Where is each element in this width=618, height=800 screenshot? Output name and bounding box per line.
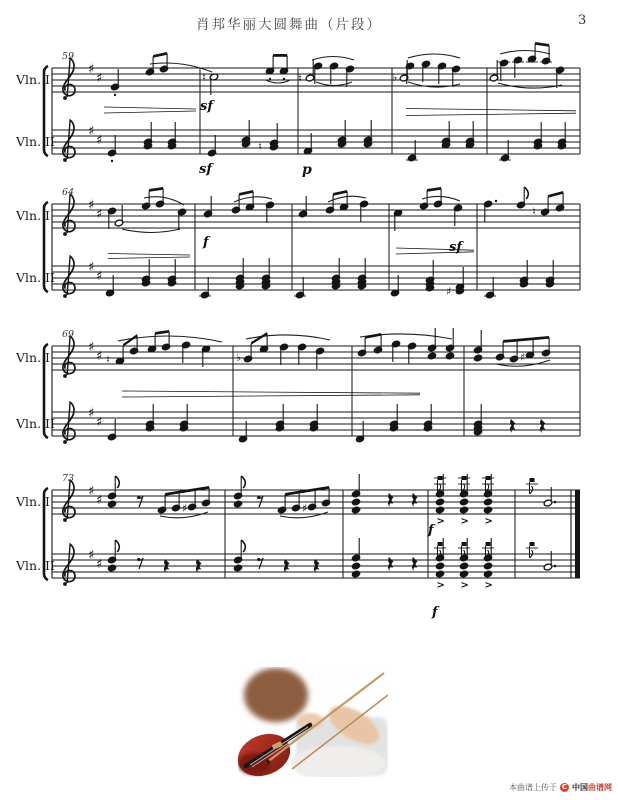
notehead: [435, 498, 444, 506]
staccato-dot: [269, 78, 271, 80]
hair-shape: [244, 668, 308, 722]
page-number: 3: [578, 13, 587, 28]
site-name-suffix: 曲谱网: [588, 783, 612, 792]
slur: [122, 229, 180, 233]
instrument-label: Vln. II: [16, 270, 55, 285]
hairpin-wedge: [104, 111, 196, 113]
eighth-flag: [241, 476, 245, 488]
natural-icon: ♮: [202, 71, 206, 84]
hairpin-wedge: [122, 391, 420, 393]
dynamic-marking-sf: sf: [449, 240, 462, 255]
hairpin-wedge: [108, 257, 190, 259]
slur: [408, 54, 460, 58]
beam: [285, 486, 329, 496]
notehead: [459, 570, 468, 578]
quarter-rest-icon: [510, 419, 516, 433]
accent-icon: >: [484, 580, 493, 591]
small-note-head: [486, 476, 491, 480]
small-note-head: [530, 542, 535, 546]
quarter-rest-icon: [388, 493, 394, 507]
dynamic-marking-p: p: [302, 162, 312, 178]
key-signature-sharp-icon: ♯: [96, 207, 103, 222]
sharp-icon: ♯: [182, 502, 188, 515]
staccato-dot: [114, 94, 116, 96]
sharp-icon: ♯: [520, 351, 526, 364]
small-note-head: [438, 542, 443, 546]
measure-number: 64: [62, 187, 75, 198]
final-barline: [575, 490, 580, 578]
dynamic-marking-sf: sf: [199, 162, 212, 177]
augmentation-dot: [554, 565, 557, 568]
hairpin-wedge: [122, 395, 420, 397]
key-signature-sharp-icon: ♯: [96, 493, 103, 508]
watermark: [509, 782, 612, 793]
beam: [427, 187, 441, 192]
notehead: [435, 562, 444, 570]
notehead: [351, 562, 360, 570]
notehead: [233, 564, 242, 572]
quarter-rest-icon: [540, 419, 546, 433]
beam: [239, 190, 253, 196]
key-signature-sharp-icon: ♯: [96, 269, 103, 284]
instrument-label: Vln. II: [16, 558, 55, 573]
hairpin-wedge: [104, 107, 196, 109]
beam: [149, 187, 163, 192]
key-signature-sharp-icon: ♯: [88, 124, 95, 139]
treble-clef-icon: [63, 440, 67, 444]
small-note-head: [438, 476, 443, 480]
notehead: [351, 498, 360, 506]
accent-icon: >: [436, 580, 445, 591]
notehead: [427, 352, 436, 360]
hairpin-wedge: [396, 252, 474, 254]
beam: [503, 336, 549, 343]
beam: [548, 191, 563, 198]
eighth-flag: [115, 540, 119, 552]
dynamic-marking-f: f: [428, 523, 434, 538]
hairpin-wedge: [108, 254, 190, 256]
accent-icon: >: [460, 580, 469, 591]
beam: [123, 334, 137, 347]
instrument-label: Vln. I: [16, 208, 50, 223]
augmentation-dot: [554, 501, 557, 504]
key-signature-sharp-icon: ♯: [96, 133, 103, 148]
key-signature-sharp-icon: ♯: [96, 415, 103, 430]
staccato-dot: [283, 78, 285, 80]
beam: [273, 54, 287, 57]
instrument-label: Vln. I: [16, 494, 50, 509]
small-note-head: [462, 542, 467, 546]
violin-photo: [238, 667, 388, 777]
notehead: [445, 352, 454, 360]
staccato-dot: [495, 200, 497, 202]
eighth-flag: [241, 540, 245, 552]
accent-icon: >: [460, 516, 469, 527]
notehead: [459, 498, 468, 506]
notehead: [351, 506, 360, 514]
staccato-dot: [111, 160, 113, 162]
notehead: [351, 570, 360, 578]
instrument-label: Vln. I: [16, 72, 50, 87]
flat-icon: ♭: [392, 71, 398, 84]
key-signature-sharp-icon: ♯: [88, 340, 95, 355]
treble-clef-icon: [63, 158, 67, 162]
small-note-head: [530, 478, 535, 482]
key-signature-sharp-icon: ♯: [88, 548, 95, 563]
notehead: [483, 562, 492, 570]
site-logo-icon: C: [561, 783, 568, 791]
dynamic-marking-sf: sf: [200, 99, 213, 114]
key-signature-sharp-icon: ♯: [96, 71, 103, 86]
notehead: [483, 506, 492, 514]
quarter-rest-icon: [412, 557, 418, 571]
instrument-label: Vln. I: [16, 350, 50, 365]
eighth-flag: [524, 187, 528, 199]
slur: [500, 51, 550, 55]
beam: [251, 332, 267, 345]
slur: [312, 57, 354, 61]
notehead: [459, 506, 468, 514]
beam: [535, 42, 549, 47]
treble-clef-icon: [63, 374, 67, 378]
sharp-icon: ♯: [446, 285, 452, 298]
key-signature-sharp-icon: ♯: [88, 260, 95, 275]
flat-icon: ♭: [236, 351, 242, 364]
site-name: 中国: [572, 783, 588, 792]
natural-icon: ♮: [298, 72, 302, 85]
beam: [153, 52, 167, 58]
hairpin-wedge: [396, 248, 474, 250]
accent-icon: >: [484, 516, 493, 527]
measure-number: 69: [62, 329, 75, 340]
beam: [365, 333, 381, 339]
natural-icon: ♮: [258, 140, 262, 153]
key-signature-sharp-icon: ♯: [88, 198, 95, 213]
natural-icon: ♮: [532, 205, 536, 218]
hairpin-wedge: [406, 109, 576, 111]
key-signature-sharp-icon: ♯: [96, 557, 103, 572]
key-signature-sharp-icon: ♯: [88, 406, 95, 421]
bow-frog: [266, 760, 270, 764]
notehead: [483, 498, 492, 506]
quarter-rest-icon: [388, 557, 394, 571]
dynamic-marking-f: f: [203, 235, 209, 250]
beam: [333, 190, 347, 196]
treble-clef-icon: [63, 582, 67, 586]
notehead: [435, 570, 444, 578]
measure-number: 73: [62, 473, 75, 484]
beam: [155, 330, 169, 335]
slur: [498, 83, 562, 88]
eighth-flag: [115, 476, 119, 488]
natural-icon: ♮: [106, 353, 110, 366]
key-signature-sharp-icon: ♯: [88, 62, 95, 77]
piece-title: 肖邦华丽大圆舞曲（片段）: [196, 17, 382, 33]
notehead: [459, 562, 468, 570]
watermark-text: 本曲谱上传于: [509, 783, 557, 792]
dynamic-marking-f: f: [432, 605, 438, 620]
notehead: [483, 570, 492, 578]
notehead: [233, 500, 242, 508]
hairpin-wedge: [406, 113, 576, 115]
treble-clef-icon: [63, 518, 67, 522]
notehead: [435, 506, 444, 514]
notehead: [107, 564, 116, 572]
quarter-rest-icon: [412, 493, 418, 507]
key-signature-sharp-icon: ♯: [96, 349, 103, 364]
treble-clef-icon: [63, 96, 67, 100]
notehead: [473, 354, 482, 362]
beam: [165, 486, 209, 496]
instrument-label: Vln. II: [16, 416, 55, 431]
small-note-head: [486, 542, 491, 546]
small-note-head: [462, 476, 467, 480]
accent-icon: >: [436, 516, 445, 527]
sharp-icon: ♯: [302, 502, 308, 515]
treble-clef-icon: [63, 294, 67, 298]
notehead: [107, 500, 116, 508]
treble-clef-icon: [63, 232, 67, 236]
instrument-label: Vln. II: [16, 134, 55, 149]
key-signature-sharp-icon: ♯: [88, 484, 95, 499]
measure-number: 59: [62, 51, 75, 62]
